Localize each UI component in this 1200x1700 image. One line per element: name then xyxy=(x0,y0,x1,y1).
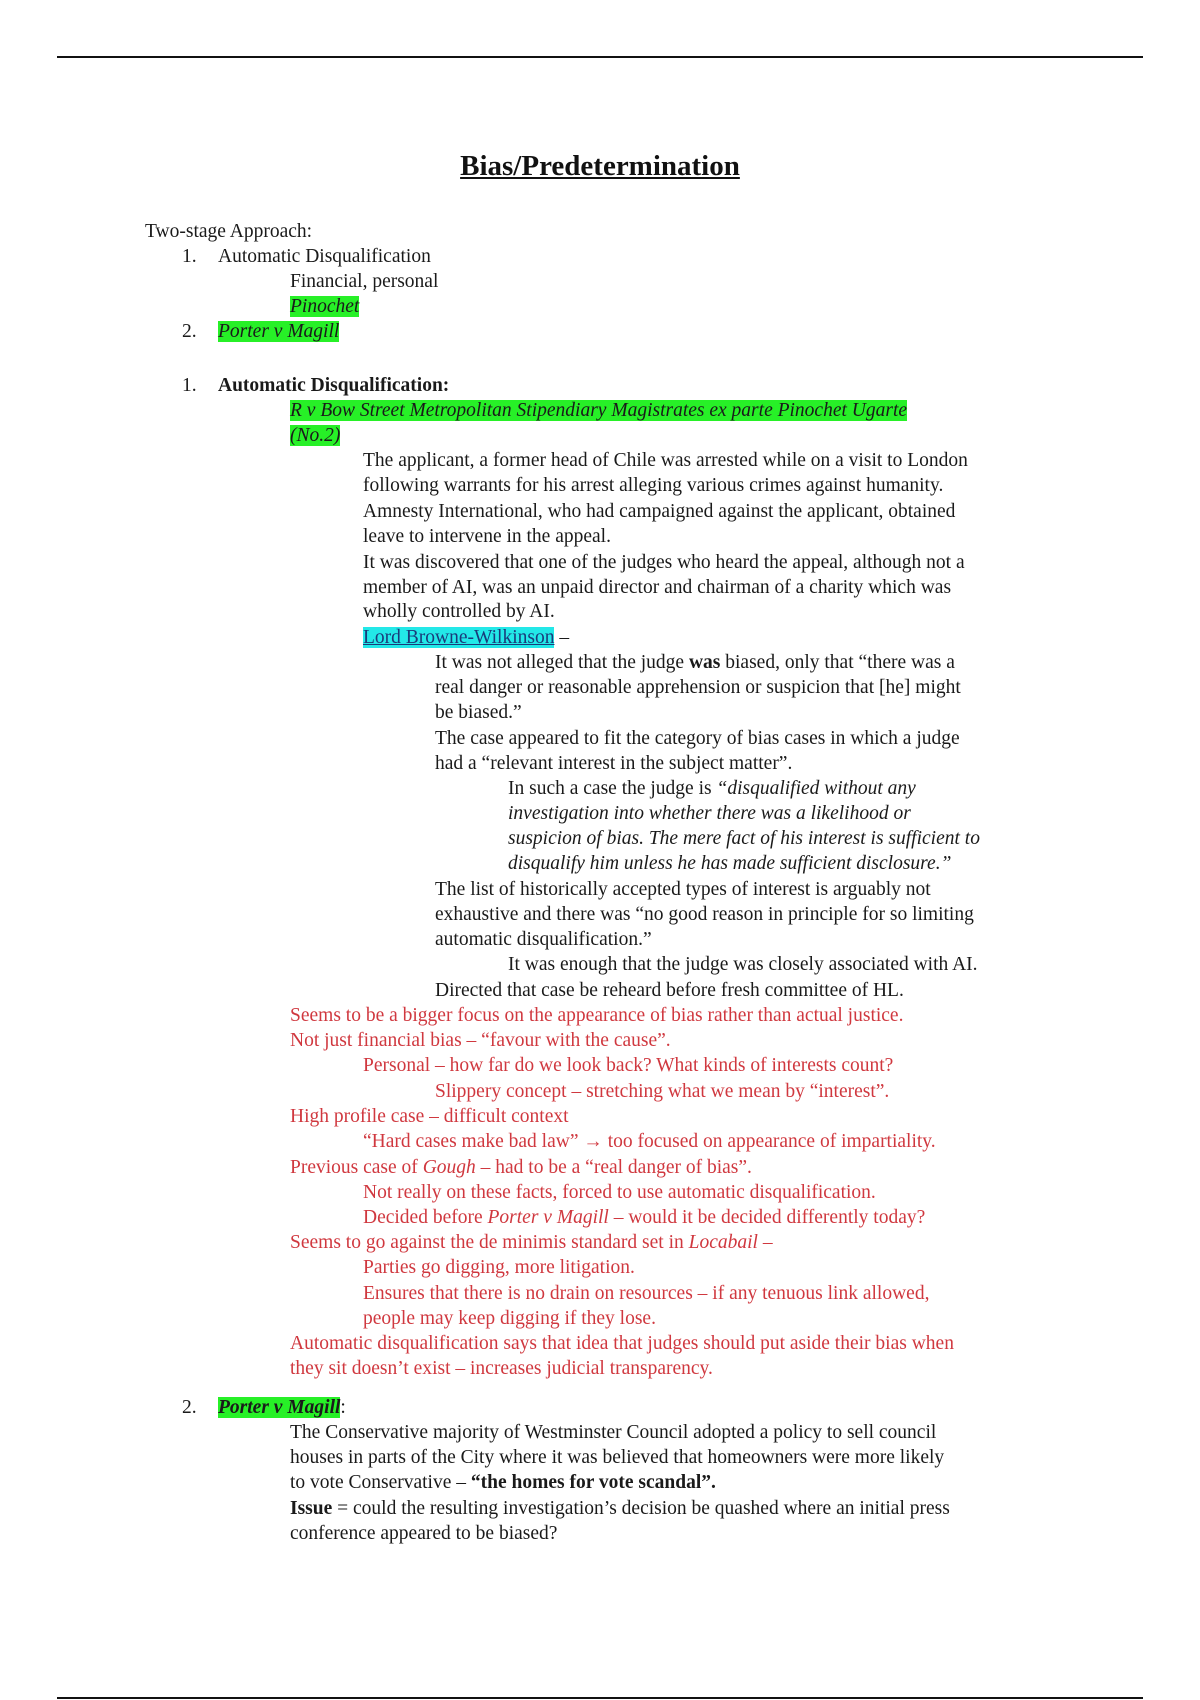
commentary-line: Personal – how far do we look back? What kinds of interests count? xyxy=(363,1055,894,1076)
commentary-line: High profile case – difficult context xyxy=(290,1106,569,1127)
judgment-line: It was not alleged that the judge was biased, only that “there was a xyxy=(435,652,955,673)
top-rule xyxy=(57,56,1143,58)
commentary-line: Automatic disqualification says that idea that judges should put aside their bias when xyxy=(290,1333,954,1354)
commentary-line: Parties go digging, more litigation. xyxy=(363,1257,635,1278)
case-highlight: Pinochet xyxy=(290,296,360,317)
commentary-line: “Hard cases make bad law” → too focused on appearance of impartiality. xyxy=(363,1131,936,1152)
section1-case-line2 xyxy=(290,424,340,448)
section2-number: 2. xyxy=(182,1397,197,1418)
case-highlight: (No.2) xyxy=(290,425,341,446)
commentary-line: Slippery concept – stretching what we mean by “interest”. xyxy=(435,1081,890,1102)
section2-line: to vote Conservative – “the homes for vote scandal”. xyxy=(290,1472,716,1493)
section1-number: 1. xyxy=(182,375,197,396)
quote-line: investigation into whether there was a likelihood or xyxy=(508,803,911,824)
quote-line: suspicion of bias. The mere fact of his interest is sufficient to xyxy=(508,828,980,849)
facts-line: following warrants for his arrest alleging various crimes against humanity. xyxy=(363,475,944,496)
facts-line: member of AI, was an unpaid director and chairman of a charity which was xyxy=(363,577,952,598)
section2-line: houses in parts of the City where it was believed that homeowners were more likely xyxy=(290,1447,945,1468)
intro-item1-label: Automatic Disqualification xyxy=(218,246,431,267)
judgment-line: be biased.” xyxy=(435,702,522,723)
intro-item2-case xyxy=(218,320,339,344)
section2-line: The Conservative majority of Westminster Council adopted a policy to sell council xyxy=(290,1422,937,1443)
judgment-line: automatic disqualification.” xyxy=(435,929,652,950)
facts-line: The applicant, a former head of Chile was arrested while on a visit to London xyxy=(363,450,968,471)
section1-case-line1 xyxy=(290,399,907,423)
judgment-line: The list of historically accepted types of interest is arguably not xyxy=(435,879,931,900)
case-highlight: Porter v Magill xyxy=(218,1397,341,1418)
commentary-line: Previous case of Gough – had to be a “real danger of bias”. xyxy=(290,1157,752,1178)
facts-line: wholly controlled by AI. xyxy=(363,601,555,622)
commentary-line: Not just financial bias – “favour with the cause”. xyxy=(290,1030,671,1051)
page-title: Bias/Predetermination xyxy=(460,150,740,182)
judgment-line: It was enough that the judge was closely associated with AI. xyxy=(508,954,978,975)
section2-line: Issue = could the resulting investigation’s decision be quashed where an initial press xyxy=(290,1498,950,1519)
section2-line: conference appeared to be biased? xyxy=(290,1523,558,1544)
facts-line: leave to intervene in the appeal. xyxy=(363,526,611,547)
quote-line: disqualify him unless he has made sufficient disclosure.” xyxy=(508,853,952,874)
judgment-line: Directed that case be reheard before fresh committee of HL. xyxy=(435,980,904,1001)
judgment-line: real danger or reasonable apprehension or suspicion that [he] might xyxy=(435,677,961,698)
facts-line: It was discovered that one of the judges who heard the appeal, although not a xyxy=(363,552,965,573)
section2-heading: Porter v Magill: xyxy=(218,1397,346,1418)
bottom-rule xyxy=(57,1697,1143,1699)
facts-line: Amnesty International, who had campaigned against the applicant, obtained xyxy=(363,501,956,522)
judgment-line: The case appeared to fit the category of bias cases in which a judge xyxy=(435,728,960,749)
commentary-line: Decided before Porter v Magill – would it be decided differently today? xyxy=(363,1207,926,1228)
judgment-line: had a “relevant interest in the subject matter”. xyxy=(435,753,793,774)
judgment-line: exhaustive and there was “no good reason in principle for so limiting xyxy=(435,904,974,925)
case-highlight: Porter v Magill xyxy=(218,321,340,342)
commentary-line: people may keep digging if they lose. xyxy=(363,1308,656,1329)
case-highlight: R v Bow Street Metropolitan Stipendiary Magistrates ex parte Pinochet Ugarte xyxy=(290,400,908,421)
intro-item1-number: 1. xyxy=(182,246,197,267)
judge-name: Lord Browne-Wilkinson xyxy=(363,627,555,648)
commentary-line: Seems to go against the de minimis standard set in Locabail – xyxy=(290,1232,773,1253)
intro-item1-sub: Financial, personal xyxy=(290,271,439,292)
quote-line: In such a case the judge is “disqualified without any xyxy=(508,778,916,799)
intro-item1-case xyxy=(290,295,359,319)
section1-heading: Automatic Disqualification: xyxy=(218,375,450,396)
commentary-line: they sit doesn’t exist – increases judicial transparency. xyxy=(290,1358,713,1379)
intro-item2-number: 2. xyxy=(182,321,197,342)
intro-heading: Two-stage Approach: xyxy=(145,221,313,242)
commentary-line: Seems to be a bigger focus on the appearance of bias rather than actual justice. xyxy=(290,1005,904,1026)
judge-line: Lord Browne-Wilkinson – xyxy=(363,627,570,648)
commentary-line: Not really on these facts, forced to use automatic disqualification. xyxy=(363,1182,876,1203)
commentary-line: Ensures that there is no drain on resources – if any tenuous link allowed, xyxy=(363,1283,930,1304)
